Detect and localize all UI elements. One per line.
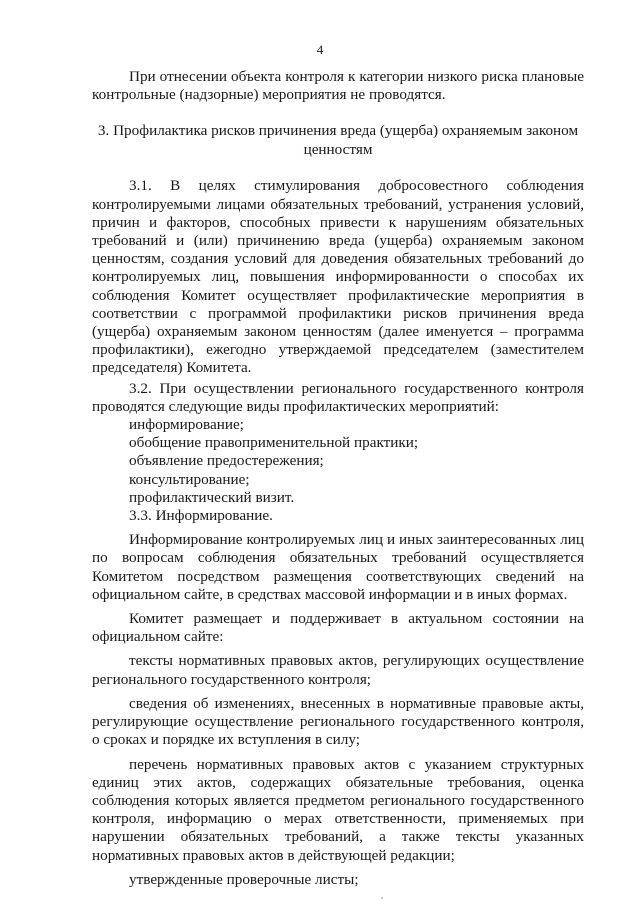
document-body	[92, 68, 584, 889]
page-number: 4	[316, 42, 324, 57]
paragraph-site-intro: Комитет размещает и поддерживает в актуальном состоянии на официальном сайте:	[92, 610, 584, 646]
list-item-preventive-visit: профилактический визит.	[129, 488, 295, 506]
section-3-heading: 3. Профилактика рисков причинения вреда (ущерба) охраняемым законом ценностям	[97, 122, 579, 158]
paragraph-3-1: 3.1. В целях стимулирования добросовестного соблюдения контролируемыми лицами обязательных требований, устранения условий, причин и факторов, способных привести к нарушениям обязательных требований и (или) причинению вреда (ущерба) охраняемым законом ценностям, создания условий для доведения обязательных требований до контролируемых лиц, повышения информированности о способах их соблюдения Комитет осуществляет профилактические мероприятия в соответствии с программой профилактики рисков причинения вреда (ущерба) охраняемым законом ценностям (далее именуется – программа профилактики), ежегодно утверждаемой председателем (заместителем председателя) Комитета.	[92, 177, 584, 377]
paragraph-low-risk: При отнесении объекта контроля к категории низкого риска плановые контрольные (надзорные) мероприятия не проводятся.	[92, 68, 584, 104]
paragraph-legal-texts: тексты нормативных правовых актов, регулирующих осуществление регионального государственного контроля;	[92, 652, 584, 688]
paragraph-informing: Информирование контролируемых лиц и иных заинтересованных лиц по вопросам соблюдения обязательных требований осуществляется Комитетом посредством размещения соответствующих сведений на официальном сайте, в средствах массовой информации и в иных формах.	[92, 531, 584, 603]
paragraph-3-2: 3.2. При осуществлении регионального государственного контроля проводятся следующие виды профилактических мероприятий:	[92, 379, 584, 415]
list-item-warning: объявление предостережения;	[129, 452, 324, 470]
list-item-consulting: консультирование;	[129, 470, 250, 488]
paragraph-acts-list: перечень нормативных правовых актов с указанием структурных единиц этих актов, содержащих обязательные требования, оценка соблюдения которых является предметом регионального государственного контроля, информацию о мерах ответственности, применяемых при нарушении обязательных требований, а также тексты указанных нормативных правовых актов в действующей редакции;	[92, 755, 584, 864]
list-item-informing: информирование;	[129, 416, 244, 434]
scan-speck	[381, 897, 383, 899]
paragraph-changes: сведения об изменениях, внесенных в нормативные правовые акты, регулирующие осуществление регионального государственного контроля, о сроках и порядке их вступления в силу;	[92, 694, 584, 749]
paragraph-3-3: 3.3. Информирование.	[129, 507, 273, 525]
list-item-practice-generalization: обобщение правоприменительной практики;	[129, 434, 419, 452]
paragraph-checklists: утвержденные проверочные листы;	[129, 870, 359, 888]
